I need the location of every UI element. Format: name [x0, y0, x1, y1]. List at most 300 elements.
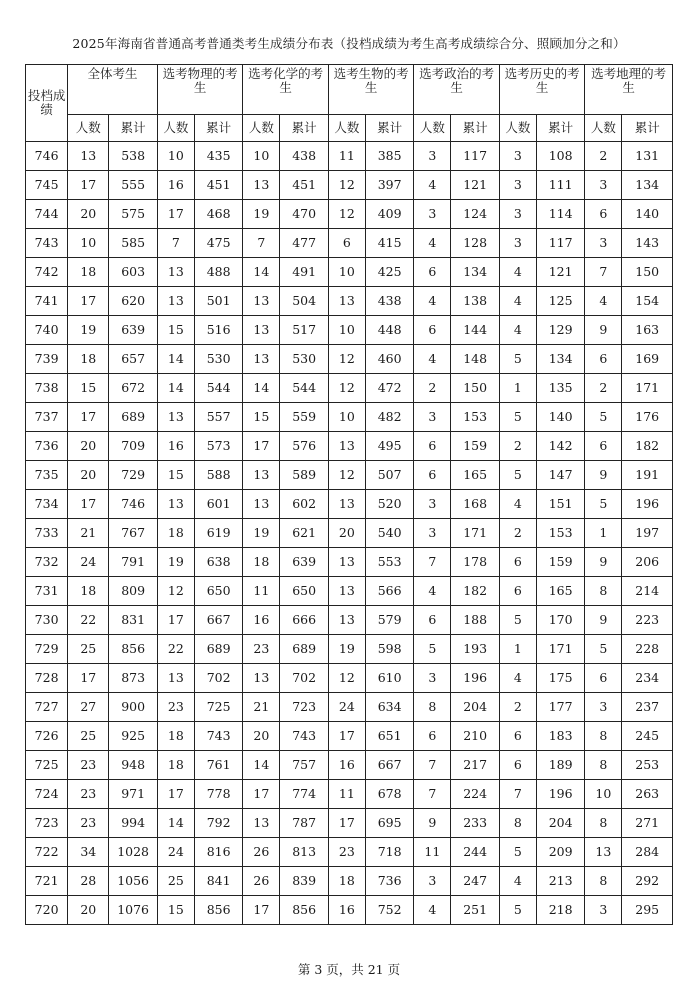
cumulative-cell: 169 — [622, 345, 673, 374]
cumulative-cell: 233 — [451, 809, 499, 838]
count-cell: 4 — [499, 867, 536, 896]
cumulative-cell: 175 — [536, 664, 584, 693]
score-cell: 731 — [26, 577, 68, 606]
table-header-row-groups — [26, 65, 673, 115]
table-row — [26, 867, 673, 896]
cumulative-cell: 191 — [622, 461, 673, 490]
count-cell: 27 — [68, 693, 109, 722]
cumulative-cell: 451 — [280, 171, 328, 200]
count-cell: 3 — [499, 200, 536, 229]
count-cell: 4 — [414, 287, 451, 316]
table-row — [26, 780, 673, 809]
count-cell: 18 — [157, 519, 194, 548]
count-cell: 13 — [243, 171, 280, 200]
score-cell: 730 — [26, 606, 68, 635]
count-cell: 8 — [585, 722, 622, 751]
cumulative-cell: 131 — [622, 142, 673, 171]
cumulative-cell: 651 — [365, 722, 413, 751]
count-cell: 10 — [585, 780, 622, 809]
cumulative-cell: 177 — [536, 693, 584, 722]
count-cell: 6 — [414, 722, 451, 751]
cumulative-cell: 657 — [109, 345, 157, 374]
cumulative-cell: 746 — [109, 490, 157, 519]
cumulative-cell: 409 — [365, 200, 413, 229]
cumulative-cell: 725 — [194, 693, 242, 722]
score-cell: 728 — [26, 664, 68, 693]
table-row — [26, 316, 673, 345]
count-cell: 5 — [585, 403, 622, 432]
header-cumulative: 累计 — [194, 115, 242, 142]
table-row — [26, 577, 673, 606]
cumulative-cell: 182 — [622, 432, 673, 461]
table-row — [26, 548, 673, 577]
table-row — [26, 200, 673, 229]
score-cell: 723 — [26, 809, 68, 838]
score-distribution-table — [25, 64, 673, 925]
count-cell: 6 — [499, 751, 536, 780]
cumulative-cell: 150 — [622, 258, 673, 287]
cumulative-cell: 1076 — [109, 896, 157, 925]
count-cell: 15 — [68, 374, 109, 403]
cumulative-cell: 148 — [451, 345, 499, 374]
count-cell: 3 — [585, 896, 622, 925]
cumulative-cell: 134 — [622, 171, 673, 200]
cumulative-cell: 209 — [536, 838, 584, 867]
count-cell: 4 — [499, 490, 536, 519]
cumulative-cell: 1028 — [109, 838, 157, 867]
cumulative-cell: 816 — [194, 838, 242, 867]
count-cell: 23 — [68, 751, 109, 780]
cumulative-cell: 153 — [536, 519, 584, 548]
count-cell: 19 — [328, 635, 365, 664]
cumulative-cell: 129 — [536, 316, 584, 345]
cumulative-cell: 460 — [365, 345, 413, 374]
count-cell: 3 — [414, 490, 451, 519]
cumulative-cell: 650 — [194, 577, 242, 606]
count-cell: 7 — [243, 229, 280, 258]
count-cell: 11 — [328, 780, 365, 809]
table-row — [26, 374, 673, 403]
table-row — [26, 693, 673, 722]
cumulative-cell: 435 — [194, 142, 242, 171]
cumulative-cell: 210 — [451, 722, 499, 751]
cumulative-cell: 176 — [622, 403, 673, 432]
cumulative-cell: 544 — [280, 374, 328, 403]
cumulative-cell: 856 — [194, 896, 242, 925]
count-cell: 17 — [243, 432, 280, 461]
header-group-physics: 选考物理的考生 — [157, 65, 243, 115]
header-cumulative: 累计 — [280, 115, 328, 142]
cumulative-cell: 171 — [622, 374, 673, 403]
count-cell: 13 — [68, 142, 109, 171]
score-cell: 722 — [26, 838, 68, 867]
cumulative-cell: 650 — [280, 577, 328, 606]
cumulative-cell: 495 — [365, 432, 413, 461]
score-cell: 727 — [26, 693, 68, 722]
count-cell: 16 — [328, 751, 365, 780]
count-cell: 13 — [157, 258, 194, 287]
cumulative-cell: 468 — [194, 200, 242, 229]
count-cell: 6 — [414, 432, 451, 461]
score-cell: 732 — [26, 548, 68, 577]
cumulative-cell: 214 — [622, 577, 673, 606]
count-cell: 4 — [414, 229, 451, 258]
count-cell: 13 — [157, 403, 194, 432]
cumulative-cell: 619 — [194, 519, 242, 548]
table-row — [26, 461, 673, 490]
score-cell: 733 — [26, 519, 68, 548]
count-cell: 22 — [157, 635, 194, 664]
count-cell: 20 — [68, 896, 109, 925]
count-cell: 18 — [328, 867, 365, 896]
cumulative-cell: 245 — [622, 722, 673, 751]
cumulative-cell: 767 — [109, 519, 157, 548]
cumulative-cell: 206 — [622, 548, 673, 577]
cumulative-cell: 900 — [109, 693, 157, 722]
count-cell: 17 — [68, 403, 109, 432]
count-cell: 12 — [328, 200, 365, 229]
cumulative-cell: 557 — [194, 403, 242, 432]
cumulative-cell: 1056 — [109, 867, 157, 896]
count-cell: 7 — [585, 258, 622, 287]
count-cell: 20 — [68, 432, 109, 461]
count-cell: 13 — [585, 838, 622, 867]
cumulative-cell: 213 — [536, 867, 584, 896]
header-group-history: 选考历史的考生 — [499, 65, 585, 115]
count-cell: 19 — [243, 200, 280, 229]
cumulative-cell: 151 — [536, 490, 584, 519]
count-cell: 17 — [157, 200, 194, 229]
count-cell: 3 — [585, 693, 622, 722]
count-cell: 5 — [499, 403, 536, 432]
cumulative-cell: 856 — [280, 896, 328, 925]
count-cell: 13 — [328, 287, 365, 316]
table-row — [26, 635, 673, 664]
cumulative-cell: 761 — [194, 751, 242, 780]
count-cell: 13 — [157, 664, 194, 693]
cumulative-cell: 678 — [365, 780, 413, 809]
count-cell: 7 — [414, 548, 451, 577]
cumulative-cell: 125 — [536, 287, 584, 316]
cumulative-cell: 247 — [451, 867, 499, 896]
count-cell: 9 — [585, 548, 622, 577]
count-cell: 16 — [328, 896, 365, 925]
cumulative-cell: 140 — [536, 403, 584, 432]
cumulative-cell: 196 — [536, 780, 584, 809]
table-row — [26, 432, 673, 461]
count-cell: 2 — [499, 519, 536, 548]
score-cell: 721 — [26, 867, 68, 896]
cumulative-cell: 530 — [194, 345, 242, 374]
count-cell: 13 — [243, 287, 280, 316]
count-cell: 5 — [499, 606, 536, 635]
cumulative-cell: 516 — [194, 316, 242, 345]
cumulative-cell: 196 — [451, 664, 499, 693]
cumulative-cell: 638 — [194, 548, 242, 577]
count-cell: 13 — [157, 287, 194, 316]
cumulative-cell: 168 — [451, 490, 499, 519]
count-cell: 21 — [243, 693, 280, 722]
count-cell: 3 — [499, 229, 536, 258]
count-cell: 6 — [328, 229, 365, 258]
cumulative-cell: 540 — [365, 519, 413, 548]
cumulative-cell: 121 — [451, 171, 499, 200]
count-cell: 6 — [585, 664, 622, 693]
count-cell: 9 — [585, 461, 622, 490]
header-count: 人数 — [499, 115, 536, 142]
cumulative-cell: 729 — [109, 461, 157, 490]
score-cell: 742 — [26, 258, 68, 287]
count-cell: 13 — [243, 664, 280, 693]
cumulative-cell: 189 — [536, 751, 584, 780]
count-cell: 3 — [585, 229, 622, 258]
cumulative-cell: 702 — [280, 664, 328, 693]
cumulative-cell: 774 — [280, 780, 328, 809]
table-row — [26, 287, 673, 316]
table-row — [26, 258, 673, 287]
count-cell: 26 — [243, 838, 280, 867]
count-cell: 19 — [243, 519, 280, 548]
cumulative-cell: 128 — [451, 229, 499, 258]
cumulative-cell: 507 — [365, 461, 413, 490]
count-cell: 3 — [499, 142, 536, 171]
count-cell: 10 — [328, 258, 365, 287]
cumulative-cell: 491 — [280, 258, 328, 287]
cumulative-cell: 218 — [536, 896, 584, 925]
count-cell: 17 — [68, 287, 109, 316]
cumulative-cell: 501 — [194, 287, 242, 316]
count-cell: 6 — [585, 432, 622, 461]
count-cell: 8 — [585, 577, 622, 606]
cumulative-cell: 397 — [365, 171, 413, 200]
header-cumulative: 累计 — [109, 115, 157, 142]
count-cell: 5 — [585, 635, 622, 664]
cumulative-cell: 292 — [622, 867, 673, 896]
count-cell: 12 — [328, 345, 365, 374]
header-group-all: 全体考生 — [68, 65, 158, 115]
cumulative-cell: 689 — [194, 635, 242, 664]
cumulative-cell: 488 — [194, 258, 242, 287]
cumulative-cell: 718 — [365, 838, 413, 867]
count-cell: 18 — [157, 722, 194, 751]
count-cell: 13 — [243, 461, 280, 490]
table-body — [26, 142, 673, 925]
count-cell: 25 — [157, 867, 194, 896]
count-cell: 17 — [68, 490, 109, 519]
count-cell: 4 — [414, 577, 451, 606]
count-cell: 14 — [157, 345, 194, 374]
count-cell: 5 — [499, 345, 536, 374]
cumulative-cell: 153 — [451, 403, 499, 432]
score-cell: 720 — [26, 896, 68, 925]
cumulative-cell: 154 — [622, 287, 673, 316]
count-cell: 14 — [157, 809, 194, 838]
count-cell: 9 — [585, 606, 622, 635]
count-cell: 18 — [68, 258, 109, 287]
cumulative-cell: 477 — [280, 229, 328, 258]
count-cell: 8 — [585, 751, 622, 780]
cumulative-cell: 470 — [280, 200, 328, 229]
count-cell: 4 — [414, 345, 451, 374]
cumulative-cell: 140 — [622, 200, 673, 229]
cumulative-cell: 610 — [365, 664, 413, 693]
cumulative-cell: 223 — [622, 606, 673, 635]
table-row — [26, 722, 673, 751]
cumulative-cell: 438 — [280, 142, 328, 171]
cumulative-cell: 634 — [365, 693, 413, 722]
count-cell: 18 — [243, 548, 280, 577]
count-cell: 4 — [499, 316, 536, 345]
cumulative-cell: 178 — [451, 548, 499, 577]
cumulative-cell: 702 — [194, 664, 242, 693]
count-cell: 25 — [68, 722, 109, 751]
page-footer: 第 3 页，共 21 页 — [297, 962, 401, 977]
table-row — [26, 664, 673, 693]
score-cell: 725 — [26, 751, 68, 780]
cumulative-cell: 672 — [109, 374, 157, 403]
cumulative-cell: 244 — [451, 838, 499, 867]
table-row — [26, 896, 673, 925]
count-cell: 5 — [499, 896, 536, 925]
count-cell: 24 — [68, 548, 109, 577]
count-cell: 6 — [585, 200, 622, 229]
cumulative-cell: 224 — [451, 780, 499, 809]
count-cell: 15 — [157, 896, 194, 925]
cumulative-cell: 841 — [194, 867, 242, 896]
cumulative-cell: 588 — [194, 461, 242, 490]
count-cell: 9 — [585, 316, 622, 345]
cumulative-cell: 196 — [622, 490, 673, 519]
count-cell: 3 — [414, 519, 451, 548]
count-cell: 5 — [499, 838, 536, 867]
count-cell: 12 — [328, 374, 365, 403]
count-cell: 24 — [157, 838, 194, 867]
cumulative-cell: 873 — [109, 664, 157, 693]
count-cell: 23 — [243, 635, 280, 664]
header-score: 投档成绩 — [26, 65, 68, 142]
count-cell: 13 — [243, 490, 280, 519]
count-cell: 2 — [585, 142, 622, 171]
cumulative-cell: 415 — [365, 229, 413, 258]
count-cell: 18 — [68, 345, 109, 374]
count-cell: 13 — [328, 490, 365, 519]
count-cell: 20 — [68, 461, 109, 490]
score-cell: 743 — [26, 229, 68, 258]
count-cell: 5 — [414, 635, 451, 664]
count-cell: 17 — [243, 896, 280, 925]
table-row — [26, 519, 673, 548]
count-cell: 17 — [328, 722, 365, 751]
count-cell: 7 — [499, 780, 536, 809]
count-cell: 23 — [328, 838, 365, 867]
count-cell: 13 — [328, 548, 365, 577]
count-cell: 16 — [243, 606, 280, 635]
count-cell: 5 — [585, 490, 622, 519]
header-count: 人数 — [414, 115, 451, 142]
count-cell: 8 — [585, 867, 622, 896]
count-cell: 4 — [414, 171, 451, 200]
cumulative-cell: 147 — [536, 461, 584, 490]
table-header-row-subcolumns — [26, 115, 673, 142]
cumulative-cell: 778 — [194, 780, 242, 809]
cumulative-cell: 217 — [451, 751, 499, 780]
cumulative-cell: 271 — [622, 809, 673, 838]
count-cell: 4 — [499, 258, 536, 287]
cumulative-cell: 134 — [536, 345, 584, 374]
count-cell: 3 — [414, 200, 451, 229]
count-cell: 17 — [328, 809, 365, 838]
count-cell: 11 — [414, 838, 451, 867]
cumulative-cell: 121 — [536, 258, 584, 287]
count-cell: 2 — [499, 432, 536, 461]
cumulative-cell: 621 — [280, 519, 328, 548]
cumulative-cell: 448 — [365, 316, 413, 345]
cumulative-cell: 639 — [280, 548, 328, 577]
count-cell: 8 — [414, 693, 451, 722]
count-cell: 12 — [157, 577, 194, 606]
table-row — [26, 229, 673, 258]
cumulative-cell: 204 — [451, 693, 499, 722]
count-cell: 23 — [157, 693, 194, 722]
count-cell: 11 — [328, 142, 365, 171]
count-cell: 21 — [68, 519, 109, 548]
cumulative-cell: 472 — [365, 374, 413, 403]
cumulative-cell: 689 — [109, 403, 157, 432]
cumulative-cell: 856 — [109, 635, 157, 664]
count-cell: 17 — [157, 780, 194, 809]
table-row — [26, 490, 673, 519]
cumulative-cell: 237 — [622, 693, 673, 722]
count-cell: 13 — [243, 809, 280, 838]
count-cell: 20 — [68, 200, 109, 229]
score-cell: 729 — [26, 635, 68, 664]
header-group-geography: 选考地理的考生 — [585, 65, 673, 115]
count-cell: 14 — [243, 751, 280, 780]
cumulative-cell: 573 — [194, 432, 242, 461]
cumulative-cell: 792 — [194, 809, 242, 838]
count-cell: 14 — [157, 374, 194, 403]
score-cell: 745 — [26, 171, 68, 200]
count-cell: 15 — [157, 461, 194, 490]
cumulative-cell: 451 — [194, 171, 242, 200]
count-cell: 1 — [499, 374, 536, 403]
cumulative-cell: 170 — [536, 606, 584, 635]
cumulative-cell: 579 — [365, 606, 413, 635]
score-cell: 746 — [26, 142, 68, 171]
cumulative-cell: 163 — [622, 316, 673, 345]
cumulative-cell: 752 — [365, 896, 413, 925]
cumulative-cell: 517 — [280, 316, 328, 345]
score-cell: 739 — [26, 345, 68, 374]
count-cell: 5 — [499, 461, 536, 490]
count-cell: 24 — [328, 693, 365, 722]
score-cell: 735 — [26, 461, 68, 490]
cumulative-cell: 601 — [194, 490, 242, 519]
count-cell: 1 — [499, 635, 536, 664]
cumulative-cell: 689 — [280, 635, 328, 664]
count-cell: 19 — [157, 548, 194, 577]
cumulative-cell: 171 — [451, 519, 499, 548]
count-cell: 4 — [499, 287, 536, 316]
cumulative-cell: 228 — [622, 635, 673, 664]
count-cell: 7 — [157, 229, 194, 258]
count-cell: 16 — [157, 171, 194, 200]
header-count: 人数 — [68, 115, 109, 142]
count-cell: 15 — [243, 403, 280, 432]
score-cell: 734 — [26, 490, 68, 519]
cumulative-cell: 142 — [536, 432, 584, 461]
count-cell: 7 — [414, 780, 451, 809]
